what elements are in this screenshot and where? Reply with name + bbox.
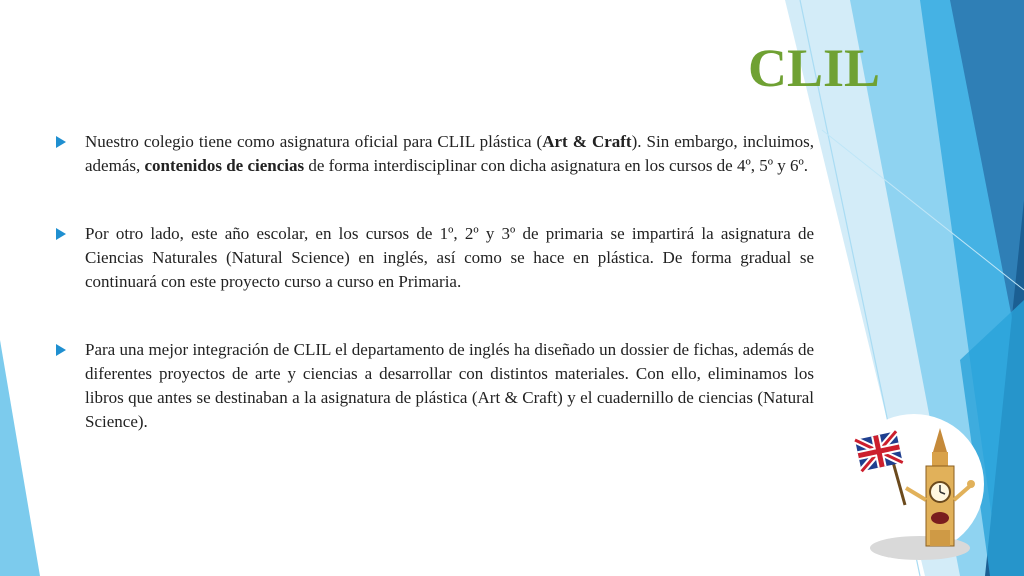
bullet-arrow-icon: [56, 228, 66, 240]
bullet-list: [56, 130, 814, 478]
bullet-text: Por otro lado, este año escolar, en los cursos de 1º, 2º y 3º de primaria se impartirá la asignatura de Ciencias Naturales (Natural Science) en inglés, así como se hace en plástica. De forma gradual se continuará con este proyecto curso a curso en Primaria.: [85, 224, 814, 291]
bullet-arrow-icon: [56, 344, 66, 356]
bullet-text: Para una mejor integración de CLIL el departamento de inglés ha diseñado un dossier de fichas, además de diferentes proyectos de arte y ciencias a desarrollar con distintos materiales. Con ello, eliminamos los libros que antes se destinaban a la asignatura de plástica (Art & Craft) y el cuadernillo de ciencias (Natural Science).: [85, 340, 814, 431]
bullet-item: [56, 130, 814, 178]
left-corner-shape: [0, 340, 40, 576]
bullet-item: [56, 222, 814, 294]
bullet-item: [56, 338, 814, 434]
slide-title: CLIL: [747, 38, 880, 98]
bullet-arrow-icon: [56, 136, 66, 148]
bullet-text: Nuestro colegio tiene como asignatura oficial para CLIL plástica (Art & Craft). Sin embargo, incluimos, además, contenidos de ciencias de forma interdisciplinar con dicha asignatura en los cursos de 4º, 5º y 6º.: [85, 132, 815, 175]
